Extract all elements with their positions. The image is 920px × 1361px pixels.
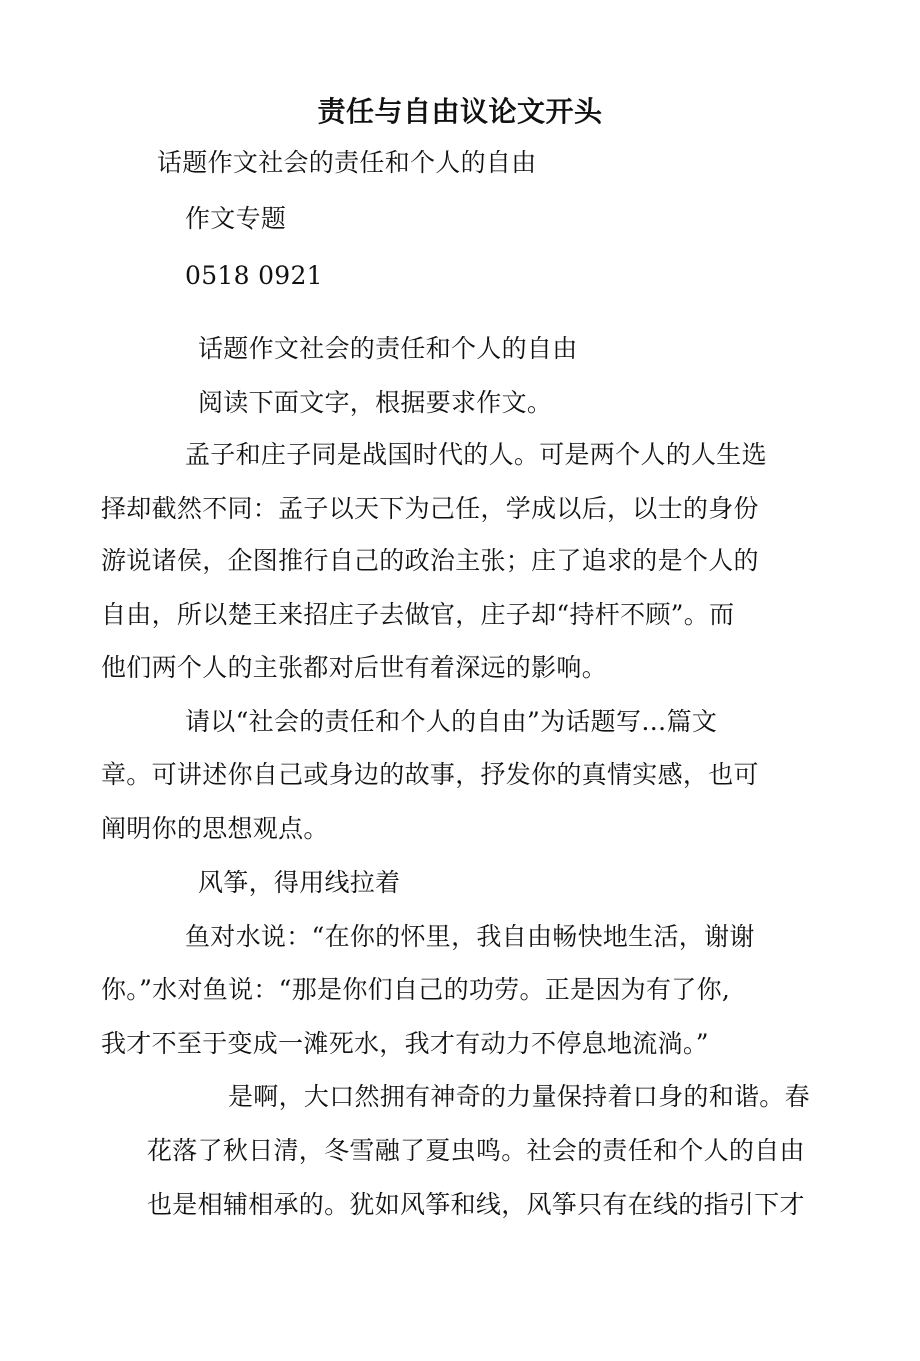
body-line: 也是相辅相承的。犹如风筝和线，风筝只有在线的指引下才 [147,1190,805,1219]
document-title: 责任与自由议论文开头 [317,95,603,128]
body-line: 话题作文社会的责任和个人的自由 [198,334,578,363]
body-line: 章。可讲述你自己或身边的故事，抒发你的真情实感，也可 [101,760,759,789]
body-line: 择却截然不同：孟子以天下为己任，学成以后，以士的身份 [101,494,759,523]
body-line: 请以“社会的责任和个人的自由”为话题写…篇文 [185,707,718,736]
body-line: 你。”水对鱼说：“那是你们自己的功劳。正是因为有了你, [101,975,731,1004]
body-line: 鱼对水说：“在你的怀里，我自由畅快地生活，谢谢 [185,922,755,951]
header-category-line: 作文专题 [185,204,287,233]
body-line: 我才不至于变成一滩死水，我才有动力不停息地流淌。” [101,1029,709,1058]
body-line: 他们两个人的主张都对后世有着深远的影响。 [101,653,608,682]
body-line: 是啊，大口然拥有神奇的力量保持着口身的和谐。春 [228,1082,810,1111]
header-date-line: 0518 0921 [185,261,323,290]
header-topic-line: 话题作文社会的责任和个人的自由 [157,148,537,177]
body-line: 孟子和庄子同是战国时代的人。可是两个人的人生选 [185,440,767,469]
body-line: 阐明你的思想观点。 [101,814,329,843]
body-line: 风筝，得用线拉着 [198,868,401,897]
body-line: 自由，所以楚王来招庄子去做官，庄子却“持杆不顾”。而 [101,600,735,629]
body-line: 花落了秋日清，冬雪融了夏虫鸣。社会的责任和个人的自由 [147,1136,805,1165]
body-line: 阅读下面文字，根据要求作文。 [198,388,553,417]
body-line: 游说诸侯，企图推行自己的政治主张；庄了追求的是个人的 [101,546,759,575]
